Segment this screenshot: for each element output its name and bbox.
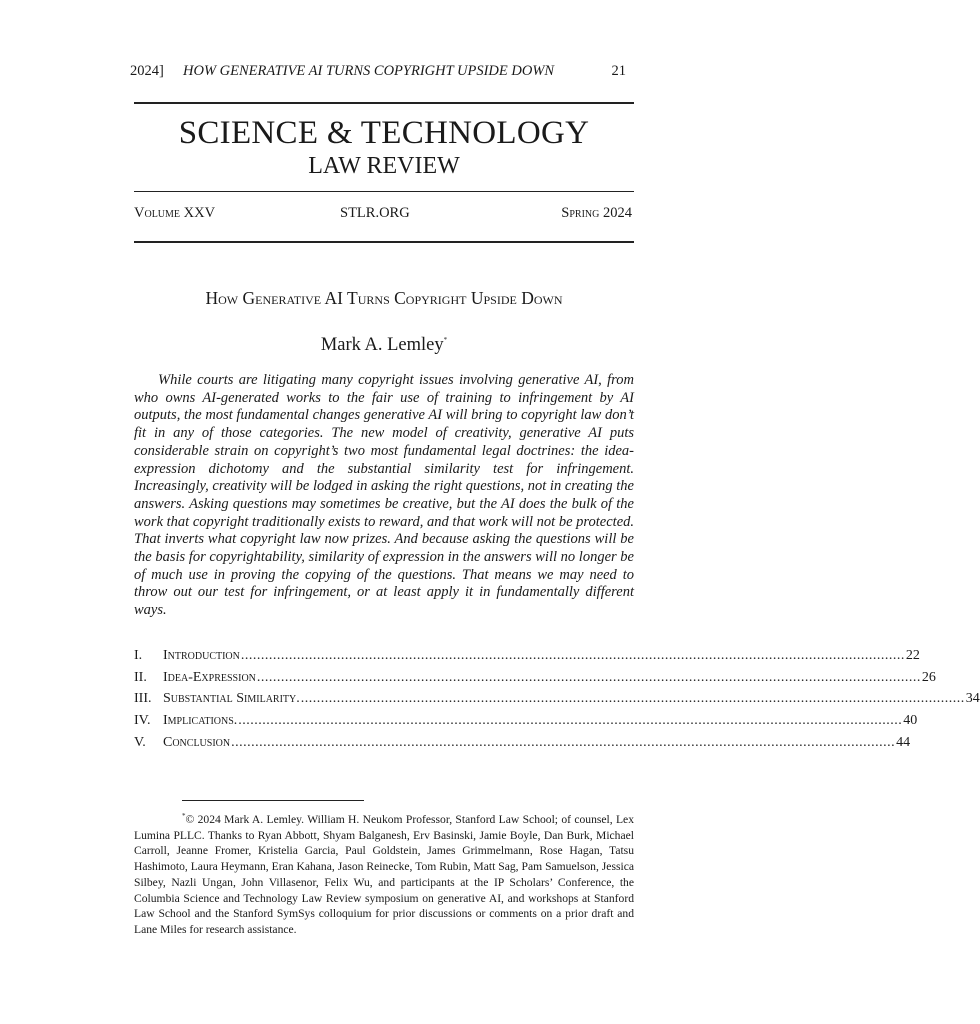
toc-entry-page: 44 <box>896 734 911 750</box>
toc-entry-page: 26 <box>921 669 936 685</box>
toc-entry-label: Conclusion <box>163 734 231 750</box>
toc-entry-page: 34 <box>965 691 980 707</box>
toc-dot-leader: ...................................................................................................................................................................... <box>240 648 905 663</box>
masthead-top-rule <box>134 102 634 104</box>
toc-entry-page: 22 <box>905 648 920 663</box>
toc-entry-idea-expression <box>134 669 936 692</box>
toc-entry-number: V. <box>134 734 146 750</box>
toc-dot-leader: ...................................................................................................................................................................... <box>231 734 896 750</box>
toc-dot-leader: ...................................................................................................................................................................... <box>300 691 965 707</box>
footnote-separator-rule <box>182 800 364 801</box>
author-name: Mark A. Lemley <box>320 335 444 355</box>
footnote-mark: * <box>182 812 186 820</box>
author-line <box>134 335 634 356</box>
journal-website: STLR.ORG <box>340 205 410 221</box>
author-footnote-mark: * <box>443 336 448 344</box>
toc-entry-introduction <box>134 648 920 670</box>
toc-entry-implications <box>134 713 918 735</box>
journal-subtitle: LAW REVIEW <box>308 153 460 179</box>
toc-dot-leader: ...................................................................................................................................................................... <box>238 713 903 729</box>
toc-entry-number: I. <box>134 648 143 663</box>
journal-title: SCIENCE & TECHNOLOGY <box>178 115 590 151</box>
toc-entry-page: 40 <box>903 713 918 729</box>
toc-entry-number: II. <box>134 669 147 685</box>
volume-label: Volume XXV <box>134 205 216 221</box>
footnote-text: © 2024 Mark A. Lemley. William H. Neukom Professor, Stanford Law School; of counsel, Lex Lumina PLLC. Thanks to Ryan Abbott, Shyam Balganesh, Erv Basinski, Jamie Boyle, Dan Burk, Michael Carroll, Jeanne Fromer, Kristelia Garcia, Paul Goldstein, James Grimmelmann, Rose Hagan, Tatsu Hashimoto, Laura Heymann, Eran Kahana, Jason Reinecke, Tom Rubin, Matt Sag, Pam Samuelson, Jessica Silbey, Nazli Ungan, John Villasenor, Felix Wu, and participants at the IP Scholars’ Conference, the Columbia Science and Technology Law Review symposium on generative AI, and workshops at Stanford Law School and the Stanford SymSys colloquium for prior discussions or comments on a prior draft and Lane Miles for research assistance. <box>134 813 634 936</box>
toc-entry-label: Implications. <box>163 713 238 729</box>
article-title: How Generative AI Turns Copyright Upside Down <box>205 288 563 308</box>
toc-entry-label: Substantial Similarity. <box>163 691 300 707</box>
running-head-title: HOW GENERATIVE AI TURNS COPYRIGHT UPSIDE DOWN <box>183 63 555 79</box>
toc-entry-substantial-similarity <box>134 691 980 713</box>
author-footnote <box>134 809 634 938</box>
issue-meta-row <box>134 205 634 223</box>
toc-entry-label: Introduction <box>163 648 240 663</box>
running-head-page-number: 21 <box>611 63 626 79</box>
running-head-year: 2024] <box>130 63 164 79</box>
toc-dot-leader: ...................................................................................................................................................................... <box>256 669 921 685</box>
toc-entry-number: III. <box>134 691 152 707</box>
toc-entry-label: Idea-Expression <box>163 669 256 685</box>
running-head <box>130 63 634 83</box>
toc-entry-number: IV. <box>134 713 151 729</box>
table-of-contents <box>134 648 980 756</box>
masthead-bottom-rule <box>134 241 634 243</box>
abstract: While courts are litigating many copyright issues involving generative AI, from who owns AI-generated works to the fair use of training to infringement by AI outputs, the most fundamental changes generative AI will bring to copyright law don’t fit in any of those categories. The new model of creativity, generative AI puts considerable strain on copyright’s two most fundamental legal doctrines: the idea-expression dichotomy and the substantial similarity test for infringement. Increasingly, creativity will be lodged in asking the right questions, not in creating the answers. Asking questions may sometimes be creative, but the AI does the bulk of the work that copyright traditionally exists to reward, and that work will not be protected. That inverts what copyright law now prizes. And because asking the questions will be the basis for copyrightability, similarity of expression in the answers will no longer be of much use in proving the copying of the questions. That means we may need to throw out our test for infringement, or at least apply it in fundamentally different ways. <box>134 372 634 619</box>
toc-entry-conclusion <box>134 734 911 757</box>
issue-label: Spring 2024 <box>561 205 632 221</box>
masthead-divider-rule <box>134 191 634 192</box>
